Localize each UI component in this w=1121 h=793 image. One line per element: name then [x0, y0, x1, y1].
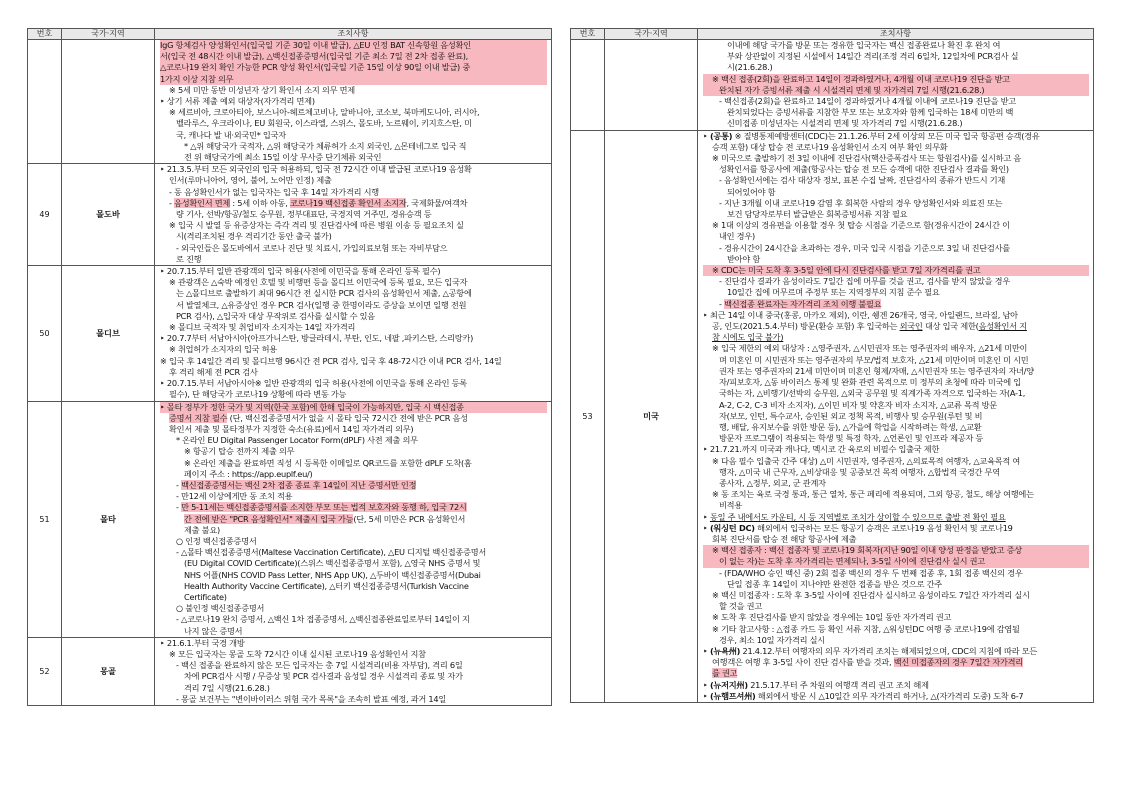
measure-line: ‣ (뉴저지州) 21.5.17.부터 주 차원의 여행객 격리 권고 조치 해제 — [703, 679, 929, 690]
measure-line: 서 발열체크, △유증상인 경우 PCR 검사(일행 중 한명이라도 증상을 보이면 일행 전원 — [176, 299, 467, 310]
measure-line: 서(입국 전 48시간 이내 발급), △백신접종증명서(입국일 기준 최소 7일 전 2차 접종 완료), — [160, 51, 547, 62]
measure-line: 완치되었다는 증빙서류를 지참한 부모 또는 보호자와 함께 입국하는 18세 미만의 백 — [727, 107, 1014, 118]
measure-line: - 진단검사 결과가 음성이라도 7일간 집에 머무를 것을 권고, 검사를 받지 않았을 경우 — [719, 276, 1010, 287]
table-row — [28, 164, 552, 266]
row-country: 몰디브 — [62, 266, 155, 401]
measure-line: 1가지 이상 지참 의무 — [160, 74, 547, 85]
header-measures: 조치사항 — [698, 29, 1094, 40]
table-row — [28, 401, 552, 637]
measure-line: 벨라루스, 우크라이나, EU 회원국, 이스라엘, 스위스, 몰도바, 노르웨이, 키지흐스탄, 미 — [176, 118, 472, 129]
left-measures-table — [27, 28, 552, 706]
row-number: 53 — [571, 130, 605, 702]
table-header-row — [571, 29, 1094, 40]
measure-line: (EU Digital COVID Certificate)(스위스 백신접종증명서 포함), △영국 NHS 증명서 및 — [184, 558, 481, 569]
measure-line: ‣ 동일 주 내에서도 카운티, 시 등 지역별로 조치가 상이할 수 있으므로 출발 전 확인 필요 — [703, 511, 1006, 522]
measure-line: - 백신 접종을 완료하지 않은 모든 입국자는 총 7일 시설격리(비용 자부담), 격리 6일 — [176, 660, 463, 671]
row-number: 51 — [28, 401, 62, 637]
measure-line: ※ 5세 미만 동반 미성년자 상기 확인서 소지 의무 면제 — [169, 84, 355, 95]
measure-line: ‣ (뉴햄프셔州) 해외에서 방문 시 △10일간 의무 자가격리 하거나, △(자가격리 도중) 도착 6-7 — [703, 690, 1024, 701]
measure-line: 완치된 자가 증빙서류 제출 시 시설격리 면제 및 자가격리 7일 시행(21.6.28.) — [703, 85, 1089, 96]
measure-line: 를 권고 — [712, 668, 738, 679]
measure-line: ※ 입국 시 발열 등 유증상자는 즉각 격리 및 진단검사에 따른 병원 이송 등 필요조치 실 — [169, 220, 464, 231]
measure-line: ‣ 21.3.5.부터 모든 외국인의 입국 허용하되, 입국 전 72시간 이내 발급된 코로나19 음성확 — [160, 164, 472, 175]
measure-line: - 백신접종증명서는 백신 2차 접종 종료 후 14일이 지난 증명서만 인정 — [176, 479, 417, 490]
table-row — [571, 130, 1094, 702]
measure-line: ※ 미국으로 출발하기 전 3일 이내에 진단검사(핵산증폭검사 또는 항원검사)를 실시하고 음 — [712, 153, 1022, 164]
measure-line: ※ 온라인 제출을 완료하면 직성 시 등록한 이메일로 QR코드를 포함한 dPLF 도착(홈 — [184, 457, 472, 468]
right-page — [570, 28, 1094, 768]
measure-line: - 백신접종 완료자는 자가격리 조치 이행 불필요 — [719, 298, 882, 309]
header-measures: 조치사항 — [155, 29, 552, 40]
measure-line: 후 격리 해제 전 PCR 검사 — [169, 366, 258, 377]
row-measures — [155, 266, 552, 401]
measure-line: Health Authority Vaccine Certificate), △터키 백신접종증명서(Turkish Vaccine — [184, 580, 469, 591]
measure-line: 부와 상관없이 지정된 시설에서 14일간 격리(조정 격리 6일차, 12일차에 PCR검사 실 — [727, 51, 1019, 62]
row-measures — [698, 40, 1094, 131]
measure-line: 페이지 주소 : https://app.euplf.eu/) — [184, 468, 313, 479]
measure-line: 제출 불요) — [184, 524, 220, 535]
measure-line: * △위 해당국가 국적자, △위 해당국가 체류허가 소지 외국인, △몬테네그로 입국 직 — [184, 140, 467, 151]
measure-line: 증명서 지참 필수 (단, 백신접종증명서가 없을 시 몰타 입국 72시간 전에 받은 PCR 음성 — [169, 412, 468, 423]
measure-line: 간 전에 받은 "PCR 음성확인서" 제출시 입국 가능(단, 5세 미만은 PCR 음성확인서 — [184, 513, 466, 524]
measure-line: * 온라인 EU Digital Passenger Locator Form(dPLF) 사전 제출 의무 — [176, 435, 418, 446]
measure-line: ※ 입국 후 14일간 격리 및 몰디브행 96시간 전 PCR 검사, 입국 후 48-72시간 이내 PCR 검사, 14일 — [160, 355, 502, 366]
measure-line: ※ 백신 접종(2회)을 완료하고 14일이 경과하였거나, 4개월 이내 코로나19 진단을 받고 — [703, 74, 1089, 85]
measure-line: ※ 동 조치는 육로 국경 통과, 통근 열차, 통근 페리에 적용되며, 그외 항공, 철도, 해상 여행에는 — [712, 489, 1034, 500]
measure-line: Certificate) — [184, 591, 227, 602]
measure-line: ※ 백신 미접종자 : 도착 후 3-5일 사이에 진단검사 실시하고 음성이라도 7일간 자가격리 실시 — [712, 589, 1030, 600]
header-no: 번호 — [28, 29, 62, 40]
measure-line: 행, 배달, 유지보수를 위한 방문 등), △가을에 학업을 시작하려는 학생, △교환 — [719, 421, 982, 432]
measure-line: - (FDA/WHO 승인 백신 중) 2회 접종 백신의 경우 두 번째 접종 후, 1회 접종 백신의 경우 — [719, 567, 1023, 578]
measure-line: - 경유시간이 24시간을 초과하는 경우, 미국 입국 시점을 기준으로 3일 내 진단검사를 — [719, 242, 1010, 253]
measure-line: 신미접종 미성년자는 시설격리 면제 및 자가격리 7일 시행(21.6.28.) — [727, 118, 963, 129]
measure-line: ※ 세르비아, 크로아티아, 보스니아-헤르체고비나, 알바니아, 코소보, 북마케도니아, 러시아, — [169, 107, 480, 118]
measure-line: PCR 검사), △입국자 대상 무작위로 검사를 실시할 수 있음 — [176, 310, 375, 321]
measure-line: 량 기사, 선박/항공/철도 승무원, 정부대표단, 국경지역 거주민, 경유승객 등 — [176, 209, 432, 220]
measure-line: ※ 취업허가 소지자의 입국 허용 — [169, 344, 277, 355]
measure-line: 성확인서를 항공사에 제출(항공사는 탑승 전 모든 승객에 대한 진단검사 결과를 확인) — [719, 164, 1009, 175]
measure-line: - 지난 3개월 이내 코로나19 감염 후 회복한 사람의 경우 양성확인서와 의료진 또는 — [719, 197, 1003, 208]
measure-line: ‣ (공통) ※ 질병통제예방센터(CDC)는 21.1.26.부터 2세 이상의 모든 미국 입국 항공편 승객(경유 — [703, 130, 1040, 141]
measure-line: - △몰타 백신접종증명서(Maltese Vaccination Certificate), △EU 디지털 백신접종증명서 — [176, 547, 487, 558]
measure-line: NHS 어플(NHS COVID Pass Letter, NHS App UK), △두바이 백신접종증명서(Dubai — [184, 569, 481, 580]
measure-line: - 동 음성확인서가 없는 입국자는 입국 후 14일 자가격리 시행 — [169, 186, 379, 197]
measure-line: ※ 입국 제한의 예외 대상자 : △영주권자, △시민권자 또는 영주권자의 배우자, △21세 미만이 — [712, 343, 1028, 354]
row-country: 미국 — [605, 130, 698, 702]
header-no: 번호 — [571, 29, 605, 40]
measure-line: 며 미혼인 미 시민권자 또는 영주권자의 부모/법적 보호자, △21세 미만이며 미혼인 미 시민 — [719, 354, 1029, 365]
measure-line: ○ 인정 백신접종증명서 — [176, 535, 257, 546]
measure-line: 나지 않은 증명서 — [184, 625, 243, 636]
measure-line: 이내에 해당 국가를 방문 또는 경유한 입국자는 백신 접종완료나 확진 후 완치 여 — [727, 40, 1001, 50]
measure-line: ※ 몰디브 국적자 및 취업비자 소지자는 14일 자가격리 — [169, 322, 356, 333]
measure-line: 국, 캐나다 발 내·외국민* 입국자 — [176, 129, 286, 140]
measure-line: - 음성확인서에는 검사 대상자 정보, 표본 수집 날짜, 진단검사의 종류가 반드시 기재 — [719, 175, 1006, 186]
measure-line: - 만12세 이상에게만 동 조치 적용 — [176, 491, 293, 502]
measure-line: ‣ 21.7.21.까지 미국과 캐나다, 멕시코 간 육로의 비필수 입출국 제한 — [703, 444, 940, 455]
row-number — [571, 40, 605, 131]
row-country: 몰타 — [62, 401, 155, 637]
measure-line: ‣ 최근 14일 이내 중국(홍콩, 마카오 제외), 이란, 쉥겐 26개국, 영국, 아일랜드, 브라질, 남아 — [703, 309, 1018, 320]
row-country — [605, 40, 698, 131]
measure-line: ‣ 몰타 정부가 정한 국가 및 지역(한국 포함)에 한해 입국이 가능하지만, 입국 시 백신접종 — [160, 402, 547, 413]
measure-line: ‣ 20.7.15.부터 일반 관광객의 입국 허용(사전에 이민국을 통해 온라인 등록 필수) — [160, 266, 441, 277]
right-measures-table — [570, 28, 1094, 703]
measure-line: ○ 불인정 백신접종증명서 — [176, 603, 265, 614]
measure-line: 인서(루마니아어, 영어, 불어, 노어만 인정) 제출 — [169, 175, 332, 186]
right-table-body — [571, 40, 1094, 703]
row-measures — [155, 401, 552, 637]
measure-line: ‣ 20.7.15.부터 서남아시아※ 일반 관광객의 입국 허용(사전에 이민국을 통해 온라인 등록 — [160, 378, 467, 389]
measure-line: ※ 기타 참고사항 : △접종 카드 등 확인 서류 지참, △워싱턴DC 여행 중 코로나19에 감염될 — [712, 623, 1020, 634]
measure-line: 보건 담당자로부터 발급받은 회복증빙서류 지참 필요 — [727, 209, 908, 220]
measure-line: ※ 도착 후 진단검사를 받지 않았을 경우에는 10일 동안 자가격리 권고 — [712, 612, 952, 623]
measure-line: 전 위 해당국가에 최소 15일 이상 무사증 단기체류 외국인 — [184, 152, 382, 163]
measure-line: 확인서 제출 및 몰타정부가 지정한 숙소(유료)에서 14일 자가격리 의무) — [169, 423, 414, 434]
measure-line: ※ 다음 필수 입출국 간주 대상) △미 시민권자, 영주권자, △의료목적 여행자, △교육목적 여 — [712, 455, 1021, 466]
measure-line: 승객 포함) 대상 탑승 전 코로나19 음성확인서 소지 여부 확인 의무화 — [712, 141, 948, 152]
measure-line: 시(21.6.28.) — [727, 62, 773, 73]
measure-line: 자/피보호자, △동 바이러스 통제 및 완화 관련 목적으로 미 정부의 초청에 따라 미국에 입 — [719, 377, 1021, 388]
measure-line: 는 △몰디브로 출발하기 최대 96시간 전 실시한 PCR 검사의 음성확인서 제출, △공항에 — [176, 288, 472, 299]
measure-line: 공, 인도(2021.5.4.부터) 방문(환승 포함) 후 입국하는 외국인 대상 입국 제한(음성확인서 지 — [712, 321, 1027, 332]
row-measures — [698, 130, 1094, 702]
measure-line: 단일 접종 후 14일이 지나야만 완전한 접종을 받은 것으로 간주 — [727, 578, 942, 589]
measure-line: ※ 모든 입국자는 몽골 도착 72시간 이내 실시된 코로나19 음성확인서 지참 — [169, 648, 426, 659]
measure-line: IgG 항체검사 양성확인서(입국일 기준 30일 이내 발급), △EU 인정 BAT 신속항원 음성확인 — [160, 40, 547, 51]
measure-line: ‣ 20.7.7부터 서남아시아(아프가니스탄, 방글라데시, 부탄, 인도, 네팔 ,파키스탄, 스리랑카) — [160, 333, 474, 344]
measure-line: 비적용 — [719, 500, 742, 511]
measure-line: - 백신접종(2회)을 완료하고 14일이 경과하였거나 4개월 이내에 코로나19 진단을 받고 — [719, 96, 1016, 107]
measure-line: ‣ 상기 서류 제출 예외 대상자(자가격리 면제) — [160, 96, 315, 107]
measure-line: 경우, 최소 10일 자가격리 실시 — [719, 634, 825, 645]
row-number: 49 — [28, 164, 62, 266]
measure-line: ※ CDC는 미국 도착 후 3-5일 안에 다시 진단검사를 받고 7일 자가격리를 권고 — [703, 265, 1089, 276]
measure-line: 여행객은 여행 후 3-5일 사이 진단 검사를 받을 것과, 백신 미접종자의 경우 7일간 자가격리 — [712, 657, 1023, 668]
measure-line: ‣ (뉴욕州) 21.4.12.부터 여행자의 의무 자가격리 조치는 해제되었으며, CDC의 지침에 따라 모든 — [703, 645, 1038, 656]
left-table-body — [28, 40, 552, 706]
row-measures — [155, 40, 552, 164]
row-country — [62, 40, 155, 164]
left-page — [27, 28, 552, 768]
measure-line: 국하는 자, △비행기/선박의 승무원, △외국 공무원 및 직계가족 자격으로 입국하는 자(A-1, — [719, 388, 1026, 399]
measure-line: 이 없는 자)는 도착 후 자가격리는 면제되나, 3-5일 사이에 진단검사 실시 권고 — [703, 556, 1089, 567]
measure-line: 할 것을 권고 — [719, 601, 763, 612]
table-row — [28, 637, 552, 705]
measure-line: ※ 항공기 탑승 전까지 제출 의무 — [184, 446, 295, 457]
measure-line: 방문자 프로그램이 적용되는 학생 및 특정 학자, △언론인 및 인프라 제공자 등 — [719, 433, 984, 444]
measure-line: ‣ (워싱턴 DC) 해외에서 입국하는 모든 항공기 승객은 코로나19 음성 확인서 및 코로나19 — [703, 522, 1013, 533]
measure-line: - △코로나19 완치 증명서, △백신 1차 접종증명서, △백신접종완료일로부터 14일이 지 — [176, 614, 470, 625]
measure-line: 받아야 함 — [727, 253, 760, 264]
measure-line: ※ 백신 접종자 : 백신 접종자 및 코로나19 회복자(지난 90일 이내 양성 판정을 받았고 증상 — [703, 545, 1089, 556]
measure-line: ※ 1대 이상의 경유편을 이용할 경우 첫 탑승 시점을 기준으로 함(경유시간이 24시간 이 — [712, 220, 1010, 231]
measure-line: 시(격리조치된 경우 격리기간 동안 출국 불가) — [176, 231, 332, 242]
header-country: 국가·지역 — [62, 29, 155, 40]
measure-line: 행자, △미국 내 근무자, △비상대응 및 공중보건 목적 여행자, △합법적 국경간 무역 — [719, 466, 1000, 477]
measure-line: - 몽골 보건부는 "변이바이러스 위험 국가 목록"을 조속히 발표 예정, 과거 14일 — [176, 693, 447, 704]
row-measures — [155, 164, 552, 266]
measure-line: 내인 경우) — [719, 231, 755, 242]
measure-line: 로 진행 — [176, 253, 202, 264]
row-number: 50 — [28, 266, 62, 401]
table-row — [28, 266, 552, 401]
measure-line: 필수), 단 해당국가 코로나19 상황에 따라 변동 가능 — [169, 389, 347, 400]
measure-line: 권자 또는 영주권자의 21세 미만이며 미혼인 형제/자매, △시민권자 또는 영주권자의 자녀/양 — [719, 365, 1034, 376]
header-country: 국가·지역 — [605, 29, 698, 40]
row-country: 몰도바 — [62, 164, 155, 266]
measure-line: - 만 5-11세는 백신접종증명서를 소지한 부모 또는 법적 보호자와 동행 하, 입국 72시 — [176, 502, 467, 513]
row-measures — [155, 637, 552, 705]
measure-line: 10일간 집에 머무르며 주정부 또는 지역정부의 지침 준수 필요 — [727, 287, 940, 298]
measure-line: A-2, C-2, C-3 비자 소지자), △이민 비자 및 약혼자 비자 소지자, △교류 목적 방문 — [719, 399, 997, 410]
measure-line: 격리 7일 시행(21.6.28.) — [184, 682, 270, 693]
table-row — [28, 40, 552, 164]
measure-line: 회복 진단서를 탑승 전 해당 항공사에 제출 — [712, 533, 857, 544]
measure-line: ※ 관광객은 △숙박 예정인 호텔 및 비행편 등을 몰디브 이민국에 등록 필요, 모든 입국자 — [169, 277, 468, 288]
row-number — [28, 40, 62, 164]
table-header-row — [28, 29, 552, 40]
row-country: 몽골 — [62, 637, 155, 705]
measure-line: 차에 PCR검사 시행 / 무증상 및 PCR 검사결과 음성일 경우 시설격리 종료 및 자가 — [184, 671, 463, 682]
measure-line: ‣ 21.6.1.부터 국경 개방 — [160, 637, 245, 648]
measure-line: - 음성확인서 면제 : 5세 이하 아동, 코로나19 백신접종 확인서 소지자, 국제화물/여객차 — [169, 197, 468, 208]
measure-line: △코로나19 완치 확인 가능한 PCR 양성 확인서(입국일 기준 15일 이상 90일 이내 발급) 중 — [160, 62, 547, 73]
measure-line: - 외국인들은 몰도바에서 코로나 진단 및 치료시, 가입의료보험 또는 자비부담으 — [176, 242, 448, 253]
measure-line: 자(보모, 인턴, 특수교사, 승인된 외교 정책 목적, 비행사 및 승무원(루턴 및 비 — [719, 410, 983, 421]
table-row — [571, 40, 1094, 131]
row-number: 52 — [28, 637, 62, 705]
measure-line: 종사자, △정부, 외교, 군 관계자 — [719, 477, 826, 488]
measure-line: 참 시에도 입국 불가) — [712, 332, 784, 343]
measure-line: 되어있어야 함 — [727, 186, 776, 197]
